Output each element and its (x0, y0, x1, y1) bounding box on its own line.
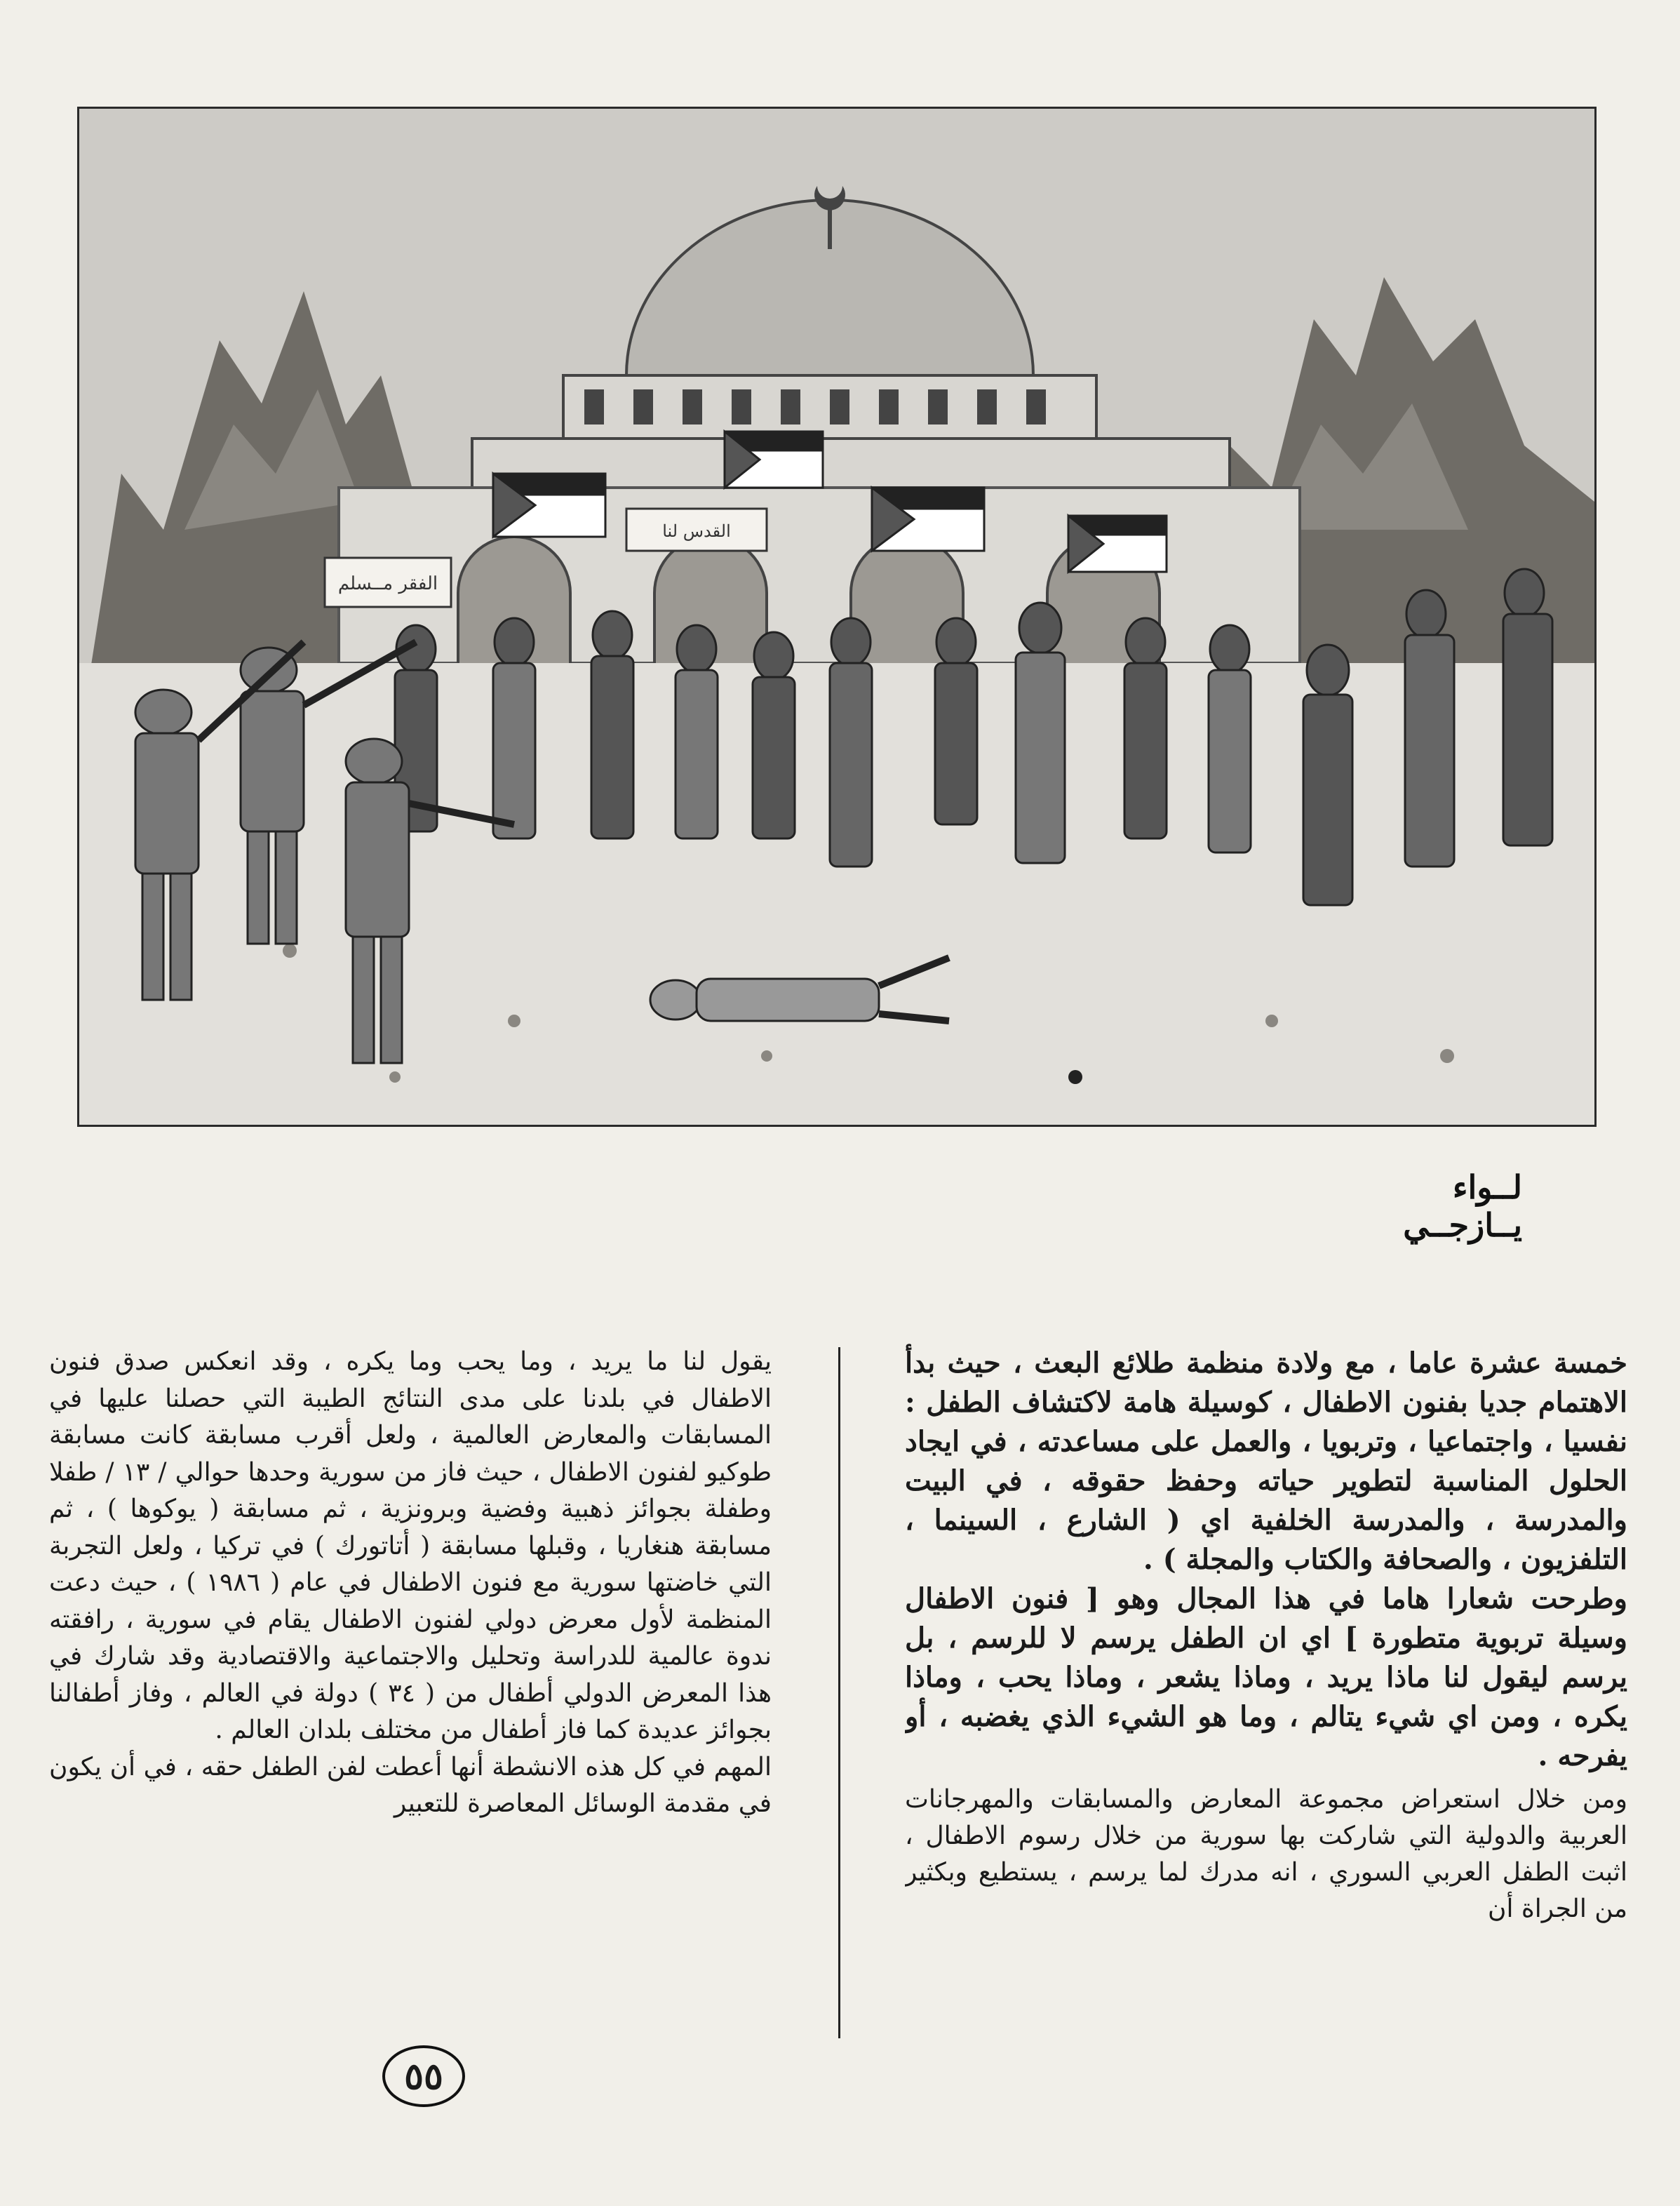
childrens-drawing-photo (77, 107, 1597, 1127)
paragraph: وطرحت شعارا هاما في هذا المجال وهو [ فنون الاطفال وسيلة تربوية متطورة ] اي ان الطفل يرسم لا للرسم ، بل يرسم ليقول لنا ماذا يريد ، وماذا يشعر ، وماذا يحب ، وماذا يكره ، ومن اي شيء يتالم ، وما هو الشيء الذي يغضبه ، أو يفرحه . (905, 1582, 1627, 1772)
article-left-column (49, 1344, 772, 2115)
article-right-column (905, 1344, 1627, 2115)
paragraph: ومن خلال استعراض مجموعة المعارض والمسابقات والمهرجانات العربية والدولية التي شاركت بها سورية من خلال رسوم الاطفال ، اثبت الطفل العربي السوري ، انه مدرك لما يرسم ، يستطيع وبكثير من الجراة أن (905, 1785, 1627, 1923)
banner-text-center: القدس لنا (662, 521, 731, 541)
banner-text-left: الفقر مــسلم (337, 573, 438, 594)
paragraph: خمسة عشرة عاما ، مع ولادة منظمة طلائع البعث ، حيث بدأ الاهتمام جديا بفنون الاطفال ، كوسيلة هامة لاكتشاف الطفل : نفسيا ، واجتماعيا ، وتربويا ، والعمل على مساعدته ، في ايجاد الحلول المناسبة لتطوير حياته وحفظ حقوقه ، في البيت والمدرسة ، والمدرسة الخلفية اي ( الشارع ، السينما ، التلفزيون ، والصحافة والكتاب والمجلة ) . (905, 1346, 1627, 1576)
drawing-illustration (79, 109, 1594, 1125)
column-divider (838, 1347, 840, 2038)
paragraph: يقول لنا ما يريد ، وما يحب وما يكره ، وقد انعكس صدق فنون الاطفال في بلدنا على مدى النتائج الطيبة التي حصلنا عليها في المسابقات والمعارض العالمية ، ولعل أقرب مسابقة كانت مسابقة طوكيو لفنون الاطفال ، حيث فاز من سورية وحدها حوالي / ١٣ / طفلا وطفلة بجوائز ذهبية وفضية وبرونزية ، ثم مسابقة ( يوكوها ) ، ثم مسابقة هنغاريا ، وقبلها مسابقة ( أتاتورك ) في تركيا ، ولعل التجربة التي خاضتها سورية مع فنون الاطفال في عام ( ١٩٨٦ ) ، حيث دعت المنظمة لأول معرض دولي لفنون الاطفال يقام في سورية ، رافقته ندوة عالمية للدراسة وتحليل والاجتماعية والاقتصادية وقد شارك في هذا المعرض الدولي أطفال من ( ٣٤ ) دولة في العالم ، وفاز أطفالنا بجوائز عديدة كما فاز أطفال من مختلف بلدان العالم . (49, 1347, 772, 1744)
paragraph: المهم في كل هذه الانشطة أنها أعطت لفن الطفل حقه ، في أن يكون في مقدمة الوسائل المعاصرة للتعبير (49, 1752, 772, 1818)
illustration-caption: لــواء يــازجــي (1403, 1168, 1522, 1244)
page-number: ٥٥ (382, 2045, 465, 2107)
